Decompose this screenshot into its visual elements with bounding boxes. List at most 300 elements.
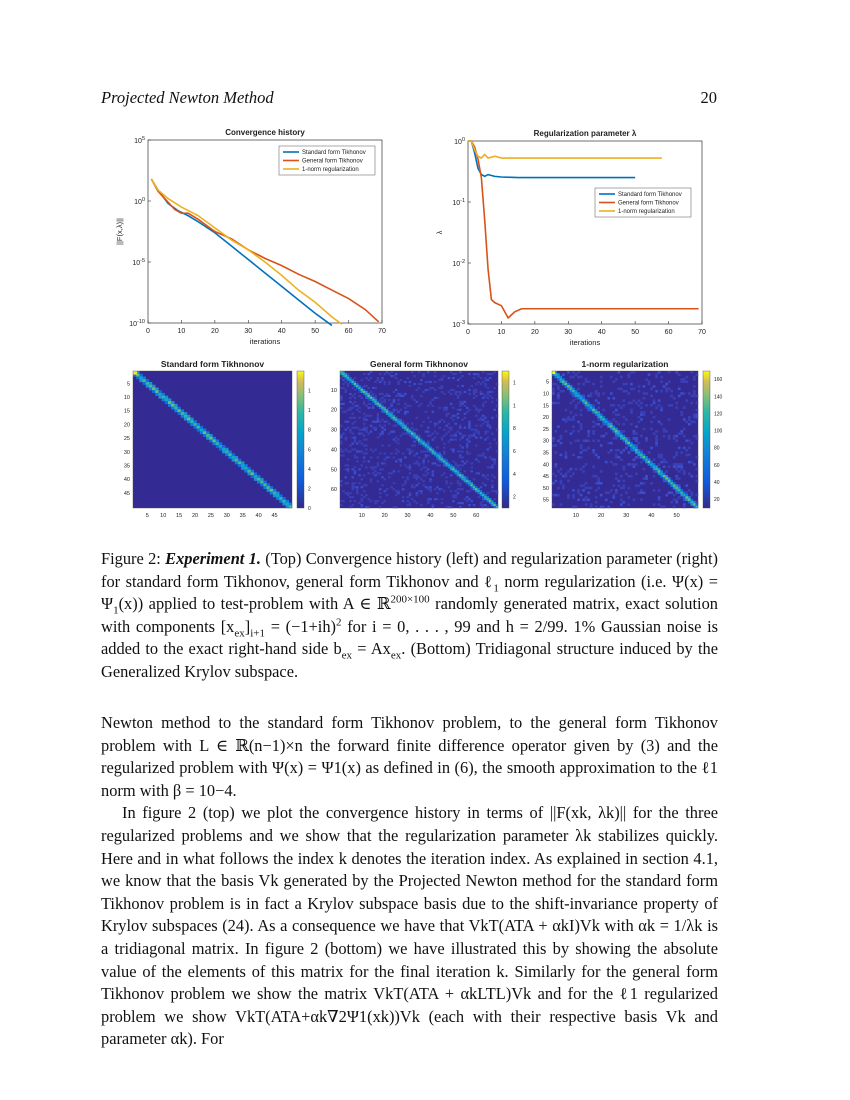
heatmap-cell [582, 395, 585, 398]
heatmap-cell [678, 395, 681, 398]
heatmap-cell [441, 391, 443, 393]
heatmap-cell [171, 407, 174, 410]
heatmap-cell [648, 383, 651, 386]
heatmap-cell [356, 450, 358, 452]
heatmap-cell [457, 431, 459, 433]
heatmap-cell [630, 447, 633, 450]
heatmap-cell [365, 393, 367, 395]
heatmap-cell [617, 449, 620, 452]
heatmap-cell [640, 461, 643, 464]
heatmap-cell [655, 442, 658, 445]
heatmap-cell [213, 442, 216, 445]
heatmap-cell [267, 486, 270, 489]
heatmap-cell [434, 375, 436, 377]
heatmap-cell [612, 397, 615, 400]
heatmap-cell [416, 492, 418, 494]
heatmap-cell [665, 461, 668, 464]
heatmap-cell [418, 383, 420, 385]
heatmap-cell [658, 489, 661, 492]
heatmap-cell [388, 383, 390, 385]
heatmap-cell [491, 486, 493, 488]
heatmap-cell [425, 450, 427, 452]
heatmap-cell [367, 397, 369, 399]
heatmap-cell [630, 402, 633, 405]
heatmap-cell [457, 472, 459, 474]
heatmap-cell [393, 375, 395, 377]
heatmap-cell [570, 385, 573, 388]
heatmap-cell [580, 376, 583, 379]
heatmap-cell [461, 419, 463, 421]
heatmap-cell [432, 504, 434, 506]
heatmap-cell [340, 399, 342, 401]
heatmap-cell [484, 377, 486, 379]
heatmap-cell [635, 463, 638, 466]
heatmap-cell [487, 431, 489, 433]
heatmap-cell [675, 435, 678, 438]
heatmap-cell [582, 449, 585, 452]
x-tick-label: 40 [427, 513, 434, 519]
heatmap-cell [555, 463, 558, 466]
heatmap-cell [670, 390, 673, 393]
heatmap-cell [459, 393, 461, 395]
heatmap-cell [461, 474, 463, 476]
heatmap-cell [582, 397, 585, 400]
heatmap-cell [655, 435, 658, 438]
heatmap-cell [607, 491, 610, 494]
heatmap-cell [445, 407, 447, 409]
heatmap-cell [457, 470, 459, 472]
heatmap-cell [587, 432, 590, 435]
heatmap-cell [493, 502, 495, 504]
heatmap-cell [592, 409, 595, 412]
y-tick-label: 15 [123, 408, 130, 415]
heatmap-cell [443, 407, 445, 409]
heatmap-cell [443, 452, 445, 454]
heatmap-cell [395, 395, 397, 397]
heatmap-cell [622, 487, 625, 490]
heatmap-cell [688, 416, 691, 419]
heatmap-cell [587, 430, 590, 433]
heatmap-cell [653, 465, 656, 468]
heatmap-cell [363, 460, 365, 462]
heatmap-cell [575, 414, 578, 417]
heatmap-cell [361, 504, 363, 506]
heatmap-cell [367, 393, 369, 395]
heatmap-cell [356, 456, 358, 458]
heatmap-cell [570, 411, 573, 414]
heatmap-cell [416, 439, 418, 441]
heatmap-cell [695, 501, 698, 504]
heatmap-cell [622, 480, 625, 483]
heatmap-cell [482, 474, 484, 476]
heatmap-cell [365, 439, 367, 441]
heatmap-cell [459, 464, 461, 466]
heatmap-cell [370, 431, 372, 433]
heatmap-cell [482, 482, 484, 484]
heatmap-cell [351, 407, 353, 409]
heatmap-cell [491, 397, 493, 399]
heatmap-cell [457, 409, 459, 411]
heatmap-cell [438, 421, 440, 423]
heatmap-cell [493, 409, 495, 411]
heatmap-cell [358, 389, 360, 391]
heatmap-cell [660, 454, 663, 457]
heatmap-cell [660, 390, 663, 393]
heatmap-cell [377, 421, 379, 423]
heatmap-cell [572, 494, 575, 497]
heatmap-cell [393, 401, 395, 403]
y-tick-label: 30 [542, 438, 549, 445]
heatmap-cell [600, 376, 603, 379]
heatmap-cell [379, 373, 381, 375]
heatmap-cell [377, 405, 379, 407]
caption-text: (Top) Convergence history (left) and regularization parameter (right) for standard form Tikhonov, general form Tikhonov and ℓ$_1$ norm regularization (i.e. $\Psi(x) = \Psi_1(x)$) applied to test-problem with A ∈ ℝ$^{200\times 100}$ randomly generated matrix, exact solution with components $[x_{ex}]_{i+1} = (-1+ih)^2$ for i = 0, . . . , 99 and h = 2/99. 1% Gaussian noise is added to the exact right-hand side $b_{ex} = Ax_{ex}$. (Bottom) Tridiagonal structure induced by the Generalized Krylov subspace. [101, 549, 718, 681]
heatmap-cell [592, 411, 595, 414]
heatmap-cell [384, 490, 386, 492]
heatmap-cell [438, 427, 440, 429]
heatmap-cell [675, 499, 678, 502]
heatmap-cell [395, 460, 397, 462]
heatmap-cell [402, 500, 404, 502]
heatmap-cell [340, 480, 342, 482]
heatmap-cell [411, 498, 413, 500]
heatmap-cell [146, 382, 149, 385]
heatmap-cell [477, 492, 479, 494]
heatmap-cell [643, 414, 646, 417]
heatmap-cell [228, 450, 231, 453]
heatmap-cell [678, 470, 681, 473]
heatmap-cell [625, 447, 628, 450]
heatmap-cell [425, 411, 427, 413]
heatmap-cell [379, 472, 381, 474]
heatmap-cell [565, 473, 568, 476]
heatmap-cell [459, 439, 461, 441]
heatmap-cell [635, 425, 638, 428]
heatmap-cell [587, 435, 590, 438]
heatmap-cell [575, 468, 578, 471]
heatmap-cell [434, 425, 436, 427]
heatmap-cell [560, 378, 563, 381]
heatmap-cell [384, 458, 386, 460]
heatmap-cell [688, 418, 691, 421]
heatmap-cell [370, 456, 372, 458]
heatmap-cell [459, 474, 461, 476]
heatmap-cell [565, 385, 568, 388]
heatmap-cell [349, 444, 351, 446]
heatmap-cell [143, 379, 146, 382]
heatmap-cell [354, 389, 356, 391]
heatmap-cell [685, 376, 688, 379]
heatmap-cell [374, 397, 376, 399]
heatmap-cell [441, 377, 443, 379]
heatmap-cell [592, 465, 595, 468]
heatmap-cell [372, 387, 374, 389]
heatmap-cell [602, 418, 605, 421]
heatmap-cell [354, 500, 356, 502]
heatmap-cell [358, 407, 360, 409]
heatmap-cell [683, 406, 686, 409]
heatmap-cell [436, 397, 438, 399]
heatmap-cell [384, 411, 386, 413]
heatmap-cell [365, 484, 367, 486]
heatmap-cell [461, 437, 463, 439]
heatmap-cell [232, 453, 235, 456]
heatmap-cell [620, 435, 623, 438]
heatmap-cell [675, 465, 678, 468]
heatmap-cell [640, 482, 643, 485]
heatmap-cell [395, 377, 397, 379]
heatmap-cell [413, 454, 415, 456]
heatmap-cell [560, 468, 563, 471]
heatmap-cell [432, 387, 434, 389]
heatmap-cell [582, 470, 585, 473]
heatmap-cell [342, 433, 344, 435]
heatmap-cell [638, 421, 641, 424]
heatmap-cell [489, 446, 491, 448]
heatmap-cell [390, 472, 392, 474]
heatmap-cell [640, 418, 643, 421]
heatmap-cell [572, 388, 575, 391]
heatmap-cell [617, 484, 620, 487]
heatmap-cell [404, 429, 406, 431]
heatmap-cell [429, 387, 431, 389]
heatmap-cell [628, 463, 631, 466]
heatmap-cell [441, 379, 443, 381]
heatmap-cell [416, 494, 418, 496]
heatmap-cell [587, 440, 590, 443]
heatmap-cell [565, 430, 568, 433]
heatmap-cell [590, 406, 593, 409]
heatmap-cell [678, 463, 681, 466]
heatmap-cell [680, 465, 683, 468]
heatmap-cell [560, 376, 563, 379]
heatmap-cell [491, 480, 493, 482]
heatmap-cell [592, 475, 595, 478]
heatmap-cell [590, 487, 593, 490]
heatmap-cell [612, 404, 615, 407]
heatmap-cell [464, 480, 466, 482]
heatmap-cell [370, 407, 372, 409]
heatmap-cell [640, 402, 643, 405]
heatmap-cell [658, 404, 661, 407]
heatmap-cell [466, 460, 468, 462]
heatmap-cell [397, 450, 399, 452]
heatmap-cell [393, 417, 395, 419]
x-tick-label: 10 [358, 513, 365, 519]
y-tick-label: $10^{-3}$ [452, 320, 465, 329]
heatmap-cell [570, 376, 573, 379]
heatmap-cell [406, 429, 408, 431]
heatmap-cell [673, 494, 676, 497]
heatmap-cell [665, 390, 668, 393]
heatmap-cell [425, 486, 427, 488]
heatmap-cell [418, 435, 420, 437]
heatmap-cell [390, 403, 392, 405]
heatmap-cell [413, 486, 415, 488]
heatmap-cell [471, 486, 473, 488]
heatmap-cell [402, 425, 404, 427]
heatmap-cell [466, 496, 468, 498]
page-number: 20 [700, 88, 717, 107]
heatmap-cell [393, 482, 395, 484]
heatmap-cell [620, 437, 623, 440]
heatmap-cell [695, 395, 698, 398]
heatmap-cell [668, 418, 671, 421]
heatmap-cell [466, 478, 468, 480]
heatmap-cell [213, 440, 216, 443]
heatmap-cell [480, 437, 482, 439]
heatmap-cell [628, 451, 631, 454]
heatmap-cell [379, 492, 381, 494]
heatmap-cell [454, 490, 456, 492]
y-axis-label: ||F(x,λ)|| [115, 218, 124, 245]
heatmap-cell [450, 417, 452, 419]
heatmap-cell [425, 446, 427, 448]
heatmap-cell [633, 465, 636, 468]
heatmap-cell [473, 435, 475, 437]
heatmap-cell [374, 387, 376, 389]
heatmap-cell [580, 494, 583, 497]
heatmap-cell [390, 415, 392, 417]
heatmap-cell [345, 429, 347, 431]
heatmap-cell [625, 383, 628, 386]
heatmap-cell [441, 498, 443, 500]
heatmap-cell [251, 475, 254, 478]
heatmap-cell [464, 478, 466, 480]
x-tick-label: 60 [664, 329, 673, 336]
heatmap-cell [572, 416, 575, 419]
heatmap-cell [487, 437, 489, 439]
heatmap-cell [441, 387, 443, 389]
heatmap-cell [577, 440, 580, 443]
heatmap-cell [668, 437, 671, 440]
heatmap-cell [600, 494, 603, 497]
heatmap-cell [351, 484, 353, 486]
heatmap-cell [450, 371, 452, 373]
heatmap-cell [468, 482, 470, 484]
heatmap-cell [473, 484, 475, 486]
heatmap-cell [347, 470, 349, 472]
heatmap-cell [638, 442, 641, 445]
heatmap-cell [587, 402, 590, 405]
x-tick-label: 30 [223, 513, 230, 519]
heatmap-cell [555, 430, 558, 433]
heatmap-cell [489, 442, 491, 444]
heatmap-cell [473, 393, 475, 395]
legend-entry: 1-norm regularization [302, 167, 359, 174]
x-tick-label: 40 [255, 513, 262, 519]
heatmap-cell [354, 486, 356, 488]
heatmap-cell [622, 404, 625, 407]
heatmap-cell [459, 427, 461, 429]
heatmap-cell [675, 475, 678, 478]
heatmap-cell [475, 488, 477, 490]
heatmap-cell [358, 385, 360, 387]
heatmap-cell [605, 418, 608, 421]
heatmap-cell [416, 452, 418, 454]
legend-entry: General form Tikhonov [618, 200, 679, 207]
heatmap-cell [660, 475, 663, 478]
heatmap-cell [422, 391, 424, 393]
heatmap-cell [595, 489, 598, 492]
heatmap-cell [422, 375, 424, 377]
heatmap-cell [345, 391, 347, 393]
heatmap-cell [411, 450, 413, 452]
colorbar [703, 371, 710, 508]
heatmap-cell [625, 440, 628, 443]
colorbar-tick-label: 1 [308, 388, 311, 395]
heatmap-cell [567, 494, 570, 497]
heatmap-cell [363, 484, 365, 486]
heatmap-cell [675, 501, 678, 504]
heatmap-cell [683, 499, 686, 502]
heatmap-cell [600, 418, 603, 421]
heatmap-cell [422, 440, 424, 442]
heatmap-cell [443, 409, 445, 411]
heatmap-cell [675, 484, 678, 487]
heatmap-cell [409, 468, 411, 470]
heatmap-cell [402, 476, 404, 478]
heatmap-cell [395, 425, 397, 427]
colorbar-tick-label: 1 [513, 403, 516, 410]
heatmap-cell [139, 379, 142, 382]
heatmap-cell [441, 439, 443, 441]
heatmap-cell [643, 468, 646, 471]
heatmap-cell [409, 452, 411, 454]
heatmap-cell [612, 437, 615, 440]
heatmap-cell [690, 402, 693, 405]
heatmap-cell [420, 383, 422, 385]
heatmap-cell [381, 431, 383, 433]
y-tick-label: $10^{-1}$ [452, 198, 465, 207]
heatmap-cell [356, 490, 358, 492]
heatmap-cell [680, 414, 683, 417]
heatmap-cell [622, 416, 625, 419]
heatmap-cell [235, 456, 238, 459]
heatmap-cell [580, 414, 583, 417]
y-tick-label: 20 [542, 415, 549, 422]
heatmap-cell [693, 501, 696, 504]
heatmap-cell [577, 456, 580, 459]
heatmap-cell [580, 395, 583, 398]
heatmap-cell [643, 428, 646, 431]
heatmap-cell [418, 387, 420, 389]
heatmap-cell [434, 488, 436, 490]
heatmap-cell [572, 392, 575, 395]
heatmap-cell [480, 391, 482, 393]
heatmap-cell [386, 494, 388, 496]
heatmap-cell [567, 480, 570, 483]
heatmap-cell [628, 402, 631, 405]
heatmap-cell [620, 430, 623, 433]
heatmap-cell [345, 381, 347, 383]
heatmap-cell [384, 407, 386, 409]
heatmap-cell [585, 378, 588, 381]
heatmap-cell [572, 399, 575, 402]
heatmap-cell [605, 499, 608, 502]
heatmap-cell [379, 405, 381, 407]
heatmap-cell [443, 375, 445, 377]
heatmap-cell [402, 433, 404, 435]
heatmap-cell [477, 472, 479, 474]
heatmap-cell [459, 444, 461, 446]
line-chart-regularization [435, 129, 706, 347]
heatmap-cell [413, 437, 415, 439]
heatmap-cell [452, 466, 454, 468]
heatmap-cell [384, 462, 386, 464]
heatmap-cell [279, 494, 282, 497]
heatmap-cell [361, 494, 363, 496]
